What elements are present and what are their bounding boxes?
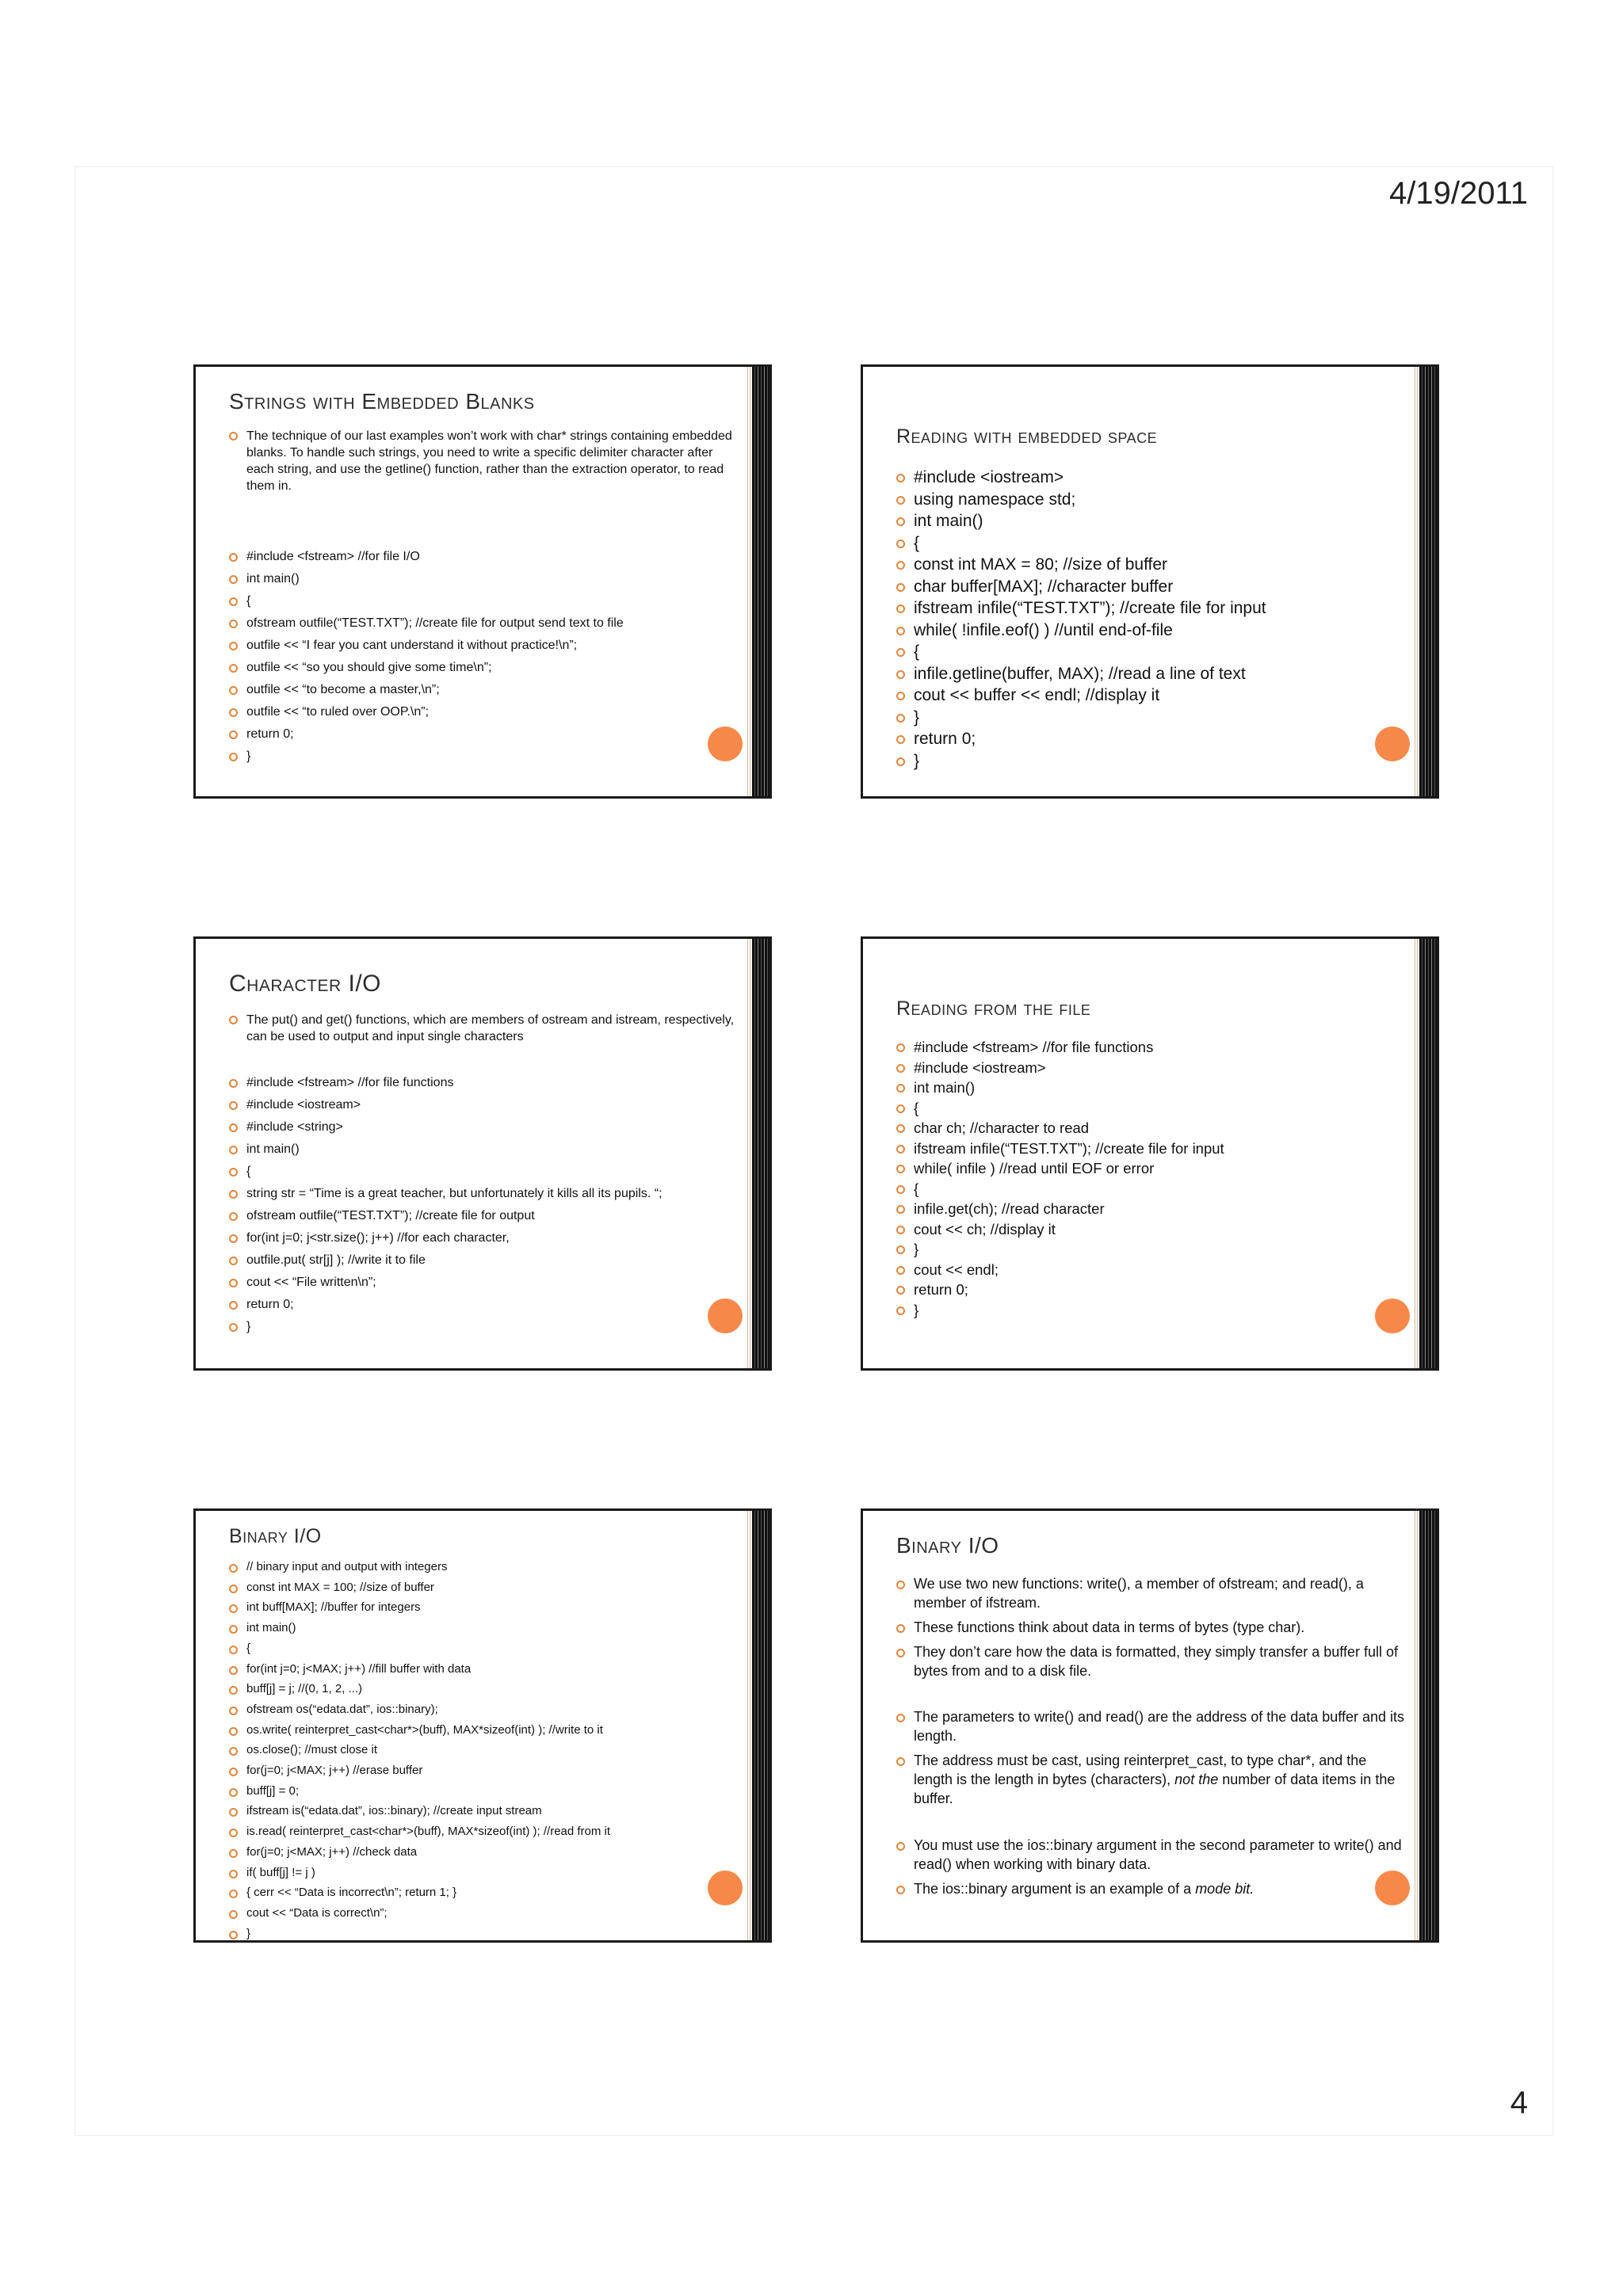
code-line: for(int j=0; j<MAX; j++) //fill buffer with data	[229, 1659, 741, 1680]
code-line: {	[229, 1161, 741, 1183]
slide-reading-from-file	[861, 936, 1439, 1371]
slide-strings-embedded-blanks	[193, 364, 772, 799]
code-line: buff[j] = j; //(0, 1, 2, ...)	[229, 1679, 741, 1699]
slide-intro-list	[229, 428, 741, 494]
code-line: {	[229, 1638, 741, 1659]
code-line: cout << endl;	[896, 1260, 1408, 1280]
code-line: for(j=0; j<MAX; j++) //check data	[229, 1842, 741, 1863]
code-line: #include <fstream> //for file I/O	[229, 546, 741, 568]
list-item: They don’t care how the data is formatted, they simply transfer a buffer full of bytes from and to a disk file.	[896, 1642, 1408, 1680]
code-line: int main()	[896, 510, 1408, 532]
slide-edge-lines	[747, 939, 752, 1368]
slide-edge-stripe	[1419, 939, 1437, 1368]
slide-title: Character I/O	[229, 971, 382, 997]
code-line: cout << ch; //display it	[896, 1219, 1408, 1240]
code-line: }	[229, 1316, 741, 1338]
code-line: for(int j=0; j<str.size(); j++) //for each character,	[229, 1227, 741, 1249]
text-run: number of data items in the buffer.	[914, 1772, 1396, 1806]
code-line: outfile << “to ruled over OOP.\n”;	[229, 701, 741, 723]
page-number: 4	[1510, 2085, 1528, 2120]
code-line: for(j=0; j<MAX; j++) //erase buffer	[229, 1760, 741, 1781]
code-line: ofstream outfile(“TEST.TXT”); //create file for output send text to file	[229, 612, 741, 635]
code-line: {	[896, 532, 1408, 555]
slide-edge-lines	[1415, 939, 1419, 1368]
bullet-group	[896, 1836, 1408, 1904]
emphasis-text: mode bit.	[1195, 1881, 1254, 1897]
list-item: The technique of our last examples won’t work with char* strings containing embedded blanks. To handle such strings, you need to write a specific delimiter character after each string, and use the getline() function, rather than the extraction operator, to read them in.	[229, 428, 741, 494]
list-item	[896, 1751, 1408, 1808]
slide-edge-lines	[1415, 1511, 1419, 1940]
code-line: int main()	[896, 1077, 1408, 1098]
code-line: int buff[MAX]; //buffer for integers	[229, 1597, 741, 1618]
code-line: {	[896, 1098, 1408, 1119]
code-line: }	[896, 1300, 1408, 1321]
code-list	[229, 546, 741, 768]
code-line: #include <iostream>	[896, 467, 1408, 489]
code-line: cout << “Data is correct\n”;	[229, 1903, 741, 1924]
code-line: #include <iostream>	[229, 1094, 741, 1116]
code-line: outfile.put( str[j] ); //write it to file	[229, 1249, 741, 1272]
code-line: }	[229, 1924, 741, 1943]
code-line: infile.getline(buffer, MAX); //read a line of text	[896, 663, 1408, 685]
text-run: The address must be cast, using reinterpret_cast, to type char*, and the length is the length in bytes (characters),	[914, 1753, 1367, 1787]
text-run: The ios::binary argument is an example of a	[914, 1881, 1196, 1897]
code-line: return 0;	[229, 723, 741, 746]
code-line: #include <fstream> //for file functions	[896, 1037, 1408, 1058]
code-line: #include <iostream>	[896, 1058, 1408, 1078]
slide-title: Reading from the file	[896, 997, 1091, 1020]
code-line: char ch; //character to read	[896, 1118, 1408, 1138]
code-line: {	[896, 1179, 1408, 1199]
code-line: return 0;	[896, 1280, 1408, 1300]
page-date: 4/19/2011	[1389, 176, 1528, 211]
code-line: outfile << “so you should give some time\n”;	[229, 657, 741, 679]
code-line: ofstream os(“edata.dat”, ios::binary);	[229, 1699, 741, 1720]
code-line: is.read( reinterpret_cast<char*>(buff), MAX*sizeof(int) ); //read from it	[229, 1821, 741, 1842]
code-line: char buffer[MAX]; //character buffer	[896, 576, 1408, 598]
code-line: outfile << “to become a master,\n”;	[229, 679, 741, 701]
slide-reading-embedded-space	[861, 364, 1439, 799]
slide-binary-io-code	[193, 1508, 772, 1943]
list-item: The parameters to write() and read() are the address of the data buffer and its length.	[896, 1707, 1408, 1745]
slide-title: Binary I/O	[896, 1533, 999, 1558]
code-line: outfile << “I fear you cant understand it without practice!\n”;	[229, 635, 741, 657]
slide-binary-io-notes	[861, 1508, 1439, 1943]
slide-title: Strings with Embedded Blanks	[229, 389, 535, 414]
code-line: {	[896, 641, 1408, 663]
emphasis-text: not the	[1174, 1772, 1219, 1787]
slide-title: Binary I/O	[229, 1525, 322, 1547]
code-line: int main()	[229, 568, 741, 590]
code-line: os.close(); //must close it	[229, 1740, 741, 1760]
code-line: #include <string>	[229, 1116, 741, 1138]
code-line: os.write( reinterpret_cast<char*>(buff), MAX*sizeof(int) ); //write to it	[229, 1720, 741, 1741]
code-line: ifstream infile(“TEST.TXT”); //create file for input	[896, 1138, 1408, 1159]
list-item	[896, 1879, 1408, 1898]
code-line: if( buff[j] != j )	[229, 1863, 741, 1883]
list-item: These functions think about data in terms of bytes (type char).	[896, 1618, 1408, 1637]
code-line: const int MAX = 100; //size of buffer	[229, 1577, 741, 1598]
code-line: return 0;	[896, 728, 1408, 750]
code-line: }	[896, 707, 1408, 729]
code-line: { cerr << “Data is incorrect\n”; return 1; }	[229, 1882, 741, 1903]
code-line: buff[j] = 0;	[229, 1781, 741, 1802]
code-list	[229, 1557, 741, 1943]
slide-edge-lines	[747, 1511, 752, 1940]
code-line: cout << buffer << endl; //display it	[896, 685, 1408, 707]
code-line: {	[229, 590, 741, 612]
slide-edge-stripe	[752, 367, 769, 796]
code-line: cout << “File written\n”;	[229, 1272, 741, 1294]
code-line: using namespace std;	[896, 489, 1408, 511]
slide-edge-stripe	[752, 1511, 769, 1940]
code-line: while( infile ) //read until EOF or error	[896, 1158, 1408, 1179]
code-line: string str = “Time is a great teacher, but unfortunately it kills all its pupils. “;	[229, 1183, 741, 1205]
list-item: You must use the ios::binary argument in the second parameter to write() and read() when working with binary data.	[896, 1836, 1408, 1874]
list-item: We use two new functions: write(), a member of ofstream; and read(), a member of ifstream.	[896, 1574, 1408, 1612]
code-line: ifstream is(“edata.dat”, ios::binary); //create input stream	[229, 1801, 741, 1821]
slide-edge-stripe	[1419, 367, 1437, 796]
slide-edge-stripe	[1419, 1511, 1437, 1940]
code-line: // binary input and output with integers	[229, 1557, 741, 1577]
code-line: ofstream outfile(“TEST.TXT”); //create file for output	[229, 1205, 741, 1227]
code-line: int main()	[229, 1618, 741, 1638]
code-line: int main()	[229, 1138, 741, 1161]
code-line: }	[229, 746, 741, 768]
code-list	[896, 467, 1408, 772]
bullet-group	[896, 1574, 1408, 1686]
slide-intro-list	[229, 1012, 741, 1045]
code-line: #include <fstream> //for file functions	[229, 1072, 741, 1094]
slide-edge-lines	[747, 367, 752, 796]
code-line: ifstream infile(“TEST.TXT”); //create file for input	[896, 597, 1408, 620]
code-list	[896, 1037, 1408, 1320]
bullet-group	[896, 1707, 1408, 1814]
code-line: const int MAX = 80; //size of buffer	[896, 554, 1408, 576]
slide-character-io	[193, 936, 772, 1371]
code-line: while( !infile.eof() ) //until end-of-file	[896, 620, 1408, 642]
code-line: return 0;	[229, 1294, 741, 1316]
code-line: }	[896, 750, 1408, 772]
list-item: The put() and get() functions, which are members of ostream and istream, respectively, can be used to output and input single characters	[229, 1012, 741, 1045]
slide-edge-lines	[1415, 367, 1419, 796]
code-line: }	[896, 1239, 1408, 1260]
code-list	[229, 1072, 741, 1338]
slide-title: Reading with embedded space	[896, 425, 1158, 448]
code-line: infile.get(ch); //read character	[896, 1199, 1408, 1219]
slide-edge-stripe	[752, 939, 769, 1368]
